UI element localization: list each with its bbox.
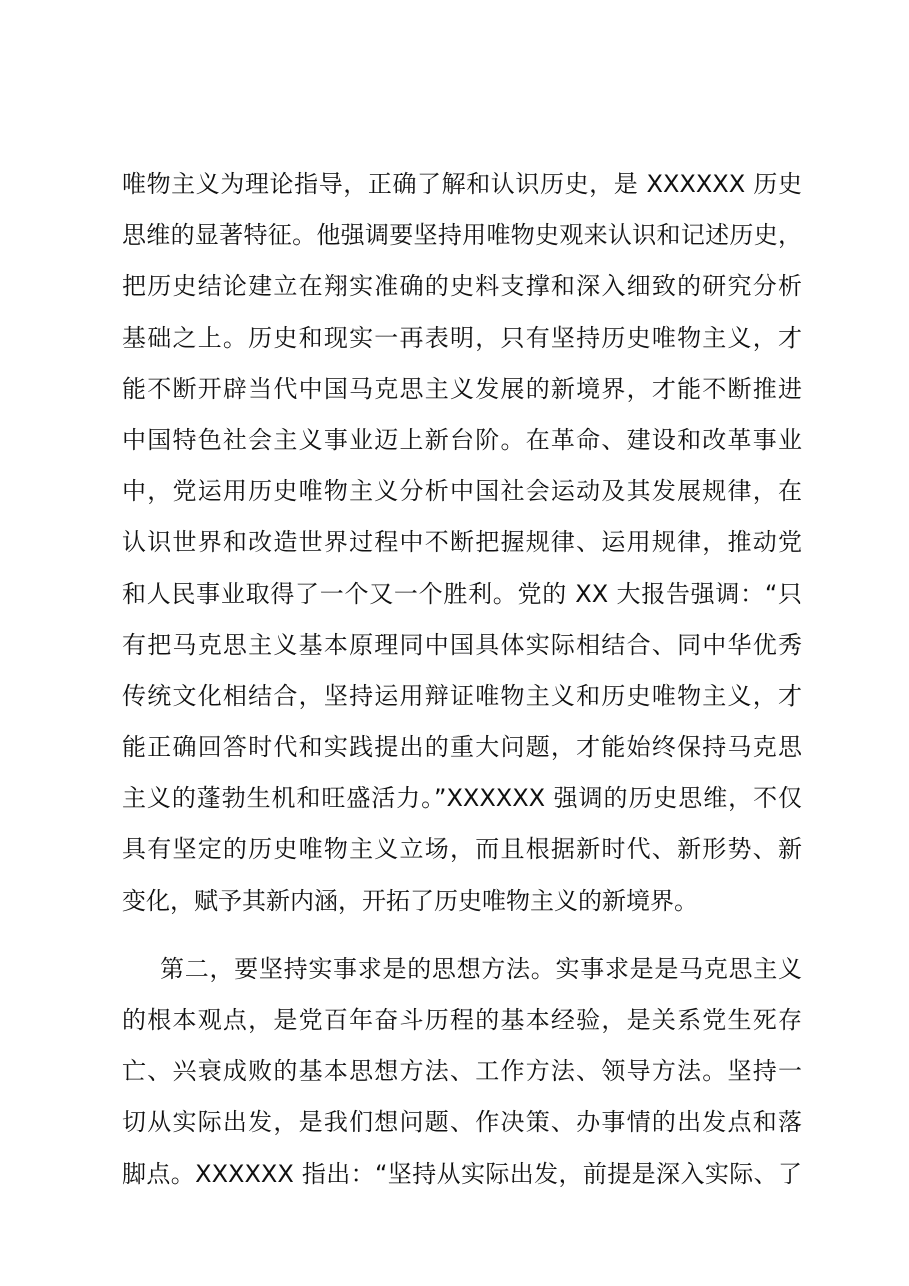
text-line: 变化，赋予其新内涵，开拓了历史唯物主义的新境界。 bbox=[122, 886, 698, 915]
text-line: 能正确回答时代和实践提出的重大问题，才能始终保持马克思 bbox=[122, 733, 802, 762]
text-line: 脚点。XXXXXX 指出：“坚持从实际出发，前提是深入实际、了 bbox=[122, 1159, 802, 1188]
document-body bbox=[122, 159, 802, 1200]
text-line: 认识世界和改造世界过程中不断把握规律、运用规律，推动党 bbox=[122, 528, 802, 557]
paragraph-spacing bbox=[122, 927, 802, 944]
text-line: 思维的显著特征。他强调要坚持用唯物史观来认识和记述历史， bbox=[122, 221, 802, 250]
text-line: 把历史结论建立在翔实准确的史料支撑和深入细致的研究分析 bbox=[122, 272, 802, 301]
text-line: 切从实际出发，是我们想问题、作决策、办事情的出发点和落 bbox=[122, 1108, 802, 1137]
text-line: 具有坚定的历史唯物主义立场，而且根据新时代、新形势、新 bbox=[122, 835, 802, 864]
text-line: 中国特色社会主义事业迈上新台阶。在革命、建设和改革事业 bbox=[122, 425, 802, 454]
text-line: 传统文化相结合，坚持运用辩证唯物主义和历史唯物主义，才 bbox=[122, 681, 802, 710]
text-line: 能不断开辟当代中国马克思主义发展的新境界，才能不断推进 bbox=[122, 374, 802, 403]
paragraph-seek-truth-from-facts bbox=[122, 944, 802, 1200]
text-line: 第二，要坚持实事求是的思想方法。实事求是是马克思主义 bbox=[160, 954, 802, 983]
text-line: 中，党运用历史唯物主义分析中国社会运动及其发展规律，在 bbox=[122, 477, 802, 506]
text-line: 的根本观点，是党百年奋斗历程的基本经验，是关系党生死存 bbox=[122, 1006, 802, 1034]
text-line: 有把马克思主义基本原理同中国具体实际相结合、同中华优秀 bbox=[122, 630, 802, 659]
text-line: 主义的蓬勃生机和旺盛活力。”XXXXXX 强调的历史思维，不仅 bbox=[122, 784, 802, 813]
paragraph-historical-materialism bbox=[122, 159, 802, 927]
text-line: 和人民事业取得了一个又一个胜利。党的 XX 大报告强调：“只 bbox=[122, 579, 802, 608]
text-line: 亡、兴衰成败的基本思想方法、工作方法、领导方法。坚持一 bbox=[122, 1057, 802, 1086]
text-line: 基础之上。历史和现实一再表明，只有坚持历史唯物主义，才 bbox=[122, 323, 802, 352]
text-line: 唯物主义为理论指导，正确了解和认识历史，是 XXXXXX 历史 bbox=[122, 170, 802, 198]
